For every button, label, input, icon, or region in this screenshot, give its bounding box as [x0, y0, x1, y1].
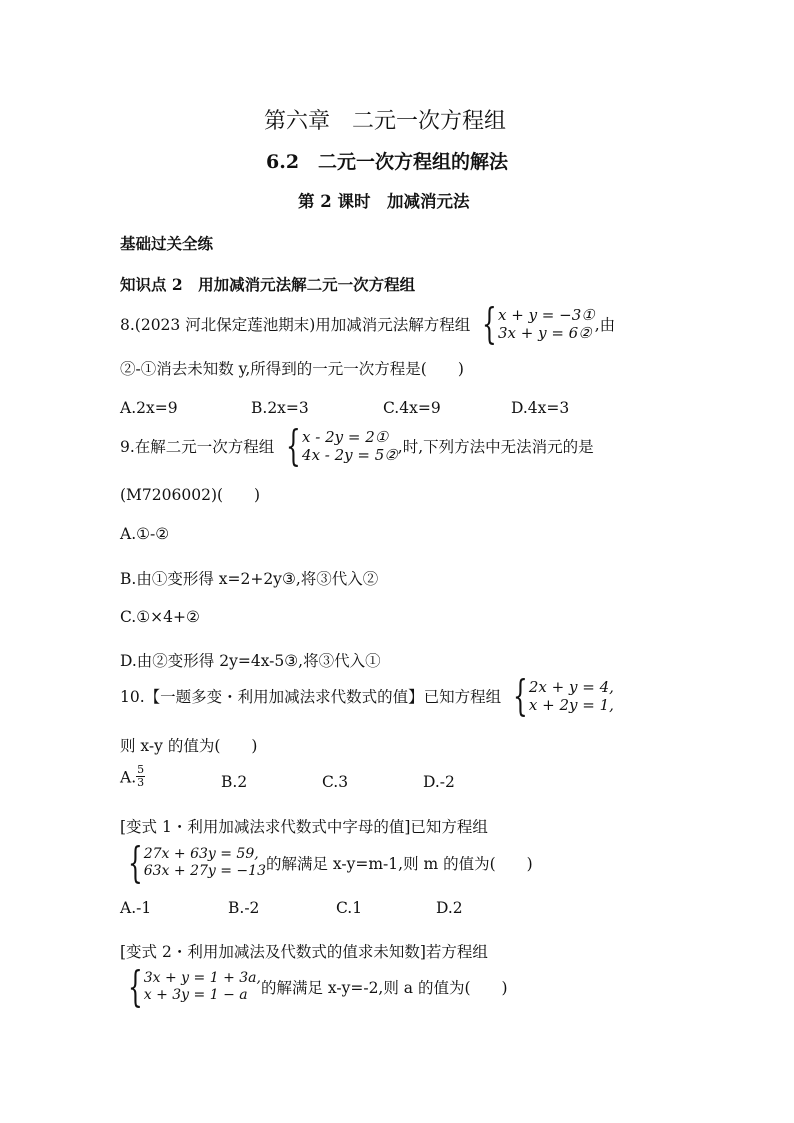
option-a: A.2x=9 — [120, 399, 178, 417]
option-a: A.①-② — [120, 525, 170, 543]
equation-2: 3x + y = 6② — [498, 324, 592, 342]
question-10-line2: 则 x-y 的值为( ) — [120, 737, 258, 755]
option-b: B.2x=3 — [251, 399, 309, 417]
question-9-stem — [120, 421, 594, 470]
option-b: B.-2 — [228, 899, 260, 917]
question-9-prefix: 9.在解二元一次方程组 — [120, 438, 275, 456]
equation-1: x - 2y = 2① — [302, 428, 389, 446]
variant-1-system — [116, 838, 533, 887]
variant-1-suffix: 的解满足 x-y=m-1,则 m 的值为( ) — [265, 855, 533, 873]
fraction-numerator: 5 — [137, 763, 145, 776]
question-10-stem — [120, 671, 614, 720]
question-9-suffix: ,时,下列方法中无法消元的是 — [397, 438, 594, 456]
option-d: D.由②变形得 2y=4x-5③,将③代入① — [120, 652, 381, 670]
question-8-line2: ②-①消去未知数 y,所得到的一元一次方程是( ) — [120, 360, 464, 378]
equation-system — [498, 305, 595, 343]
brace-icon: { — [128, 962, 143, 1011]
option-d: D.4x=3 — [511, 399, 570, 417]
equation-1: 27x + 63y = 59, — [143, 846, 259, 862]
lesson-title: 第 2 课时 加减消元法 — [298, 192, 470, 211]
option-b: B.2 — [221, 773, 248, 791]
question-8-prefix: 8.(2023 河北保定莲池期末)用加减消元法解方程组 — [120, 316, 471, 334]
variant-1-stem: [变式 1・利用加减法求代数式中字母的值]已知方程组 — [120, 818, 488, 836]
equation-system — [529, 677, 614, 715]
question-8-suffix: ,由 — [594, 316, 616, 334]
question-8-stem — [120, 299, 616, 348]
brace-icon: { — [286, 421, 302, 470]
option-d: D.2 — [436, 899, 463, 917]
question-9-line2: (M7206002)( ) — [120, 486, 261, 504]
fraction-denominator: 3 — [137, 776, 145, 789]
brace-icon: { — [482, 299, 497, 348]
variant-2-suffix: 的解满足 x-y=-2,则 a 的值为( ) — [260, 979, 508, 997]
option-d: D.-2 — [423, 773, 455, 791]
equation-system — [144, 968, 261, 1006]
variant-2-system — [116, 962, 508, 1011]
chapter-title: 第六章 二元一次方程组 — [264, 109, 507, 134]
equation-2: x + 3y = 1 − a — [143, 987, 248, 1003]
equation-2: 4x - 2y = 5② — [302, 446, 398, 464]
option-a: A.-1 — [120, 899, 152, 917]
brace-icon: { — [128, 838, 143, 887]
variant-2-stem: [变式 2・利用加减法及代数式的值求未知数]若方程组 — [120, 943, 488, 961]
equation-1: x + y = −3① — [498, 306, 595, 324]
option-b: B.由①变形得 x=2+2y③,将③代入② — [120, 570, 379, 588]
equation-1: 3x + y = 1 + 3a, — [143, 970, 261, 986]
option-c: C.1 — [336, 899, 363, 917]
knowledge-point-heading: 知识点 2 用加减消元法解二元一次方程组 — [120, 275, 416, 294]
equation-system — [302, 427, 398, 465]
question-10-prefix: 10.【一题多变・利用加减法求代数式的值】已知方程组 — [120, 688, 502, 706]
fraction — [136, 764, 145, 789]
option-c: C.3 — [322, 773, 349, 791]
option-a — [120, 763, 145, 791]
option-c: C.①×4+② — [120, 608, 200, 626]
option-a-label: A. — [120, 768, 137, 787]
section-title: 6.2 二元一次方程组的解法 — [266, 151, 509, 173]
equation-1: 2x + y = 4, — [528, 678, 614, 696]
practice-heading: 基础过关全练 — [120, 234, 214, 253]
brace-icon: { — [513, 671, 528, 720]
equation-2: 63x + 27y = −13 — [143, 863, 266, 879]
equation-system — [144, 844, 266, 882]
equation-2: x + 2y = 1, — [528, 696, 614, 714]
option-c: C.4x=9 — [383, 399, 441, 417]
